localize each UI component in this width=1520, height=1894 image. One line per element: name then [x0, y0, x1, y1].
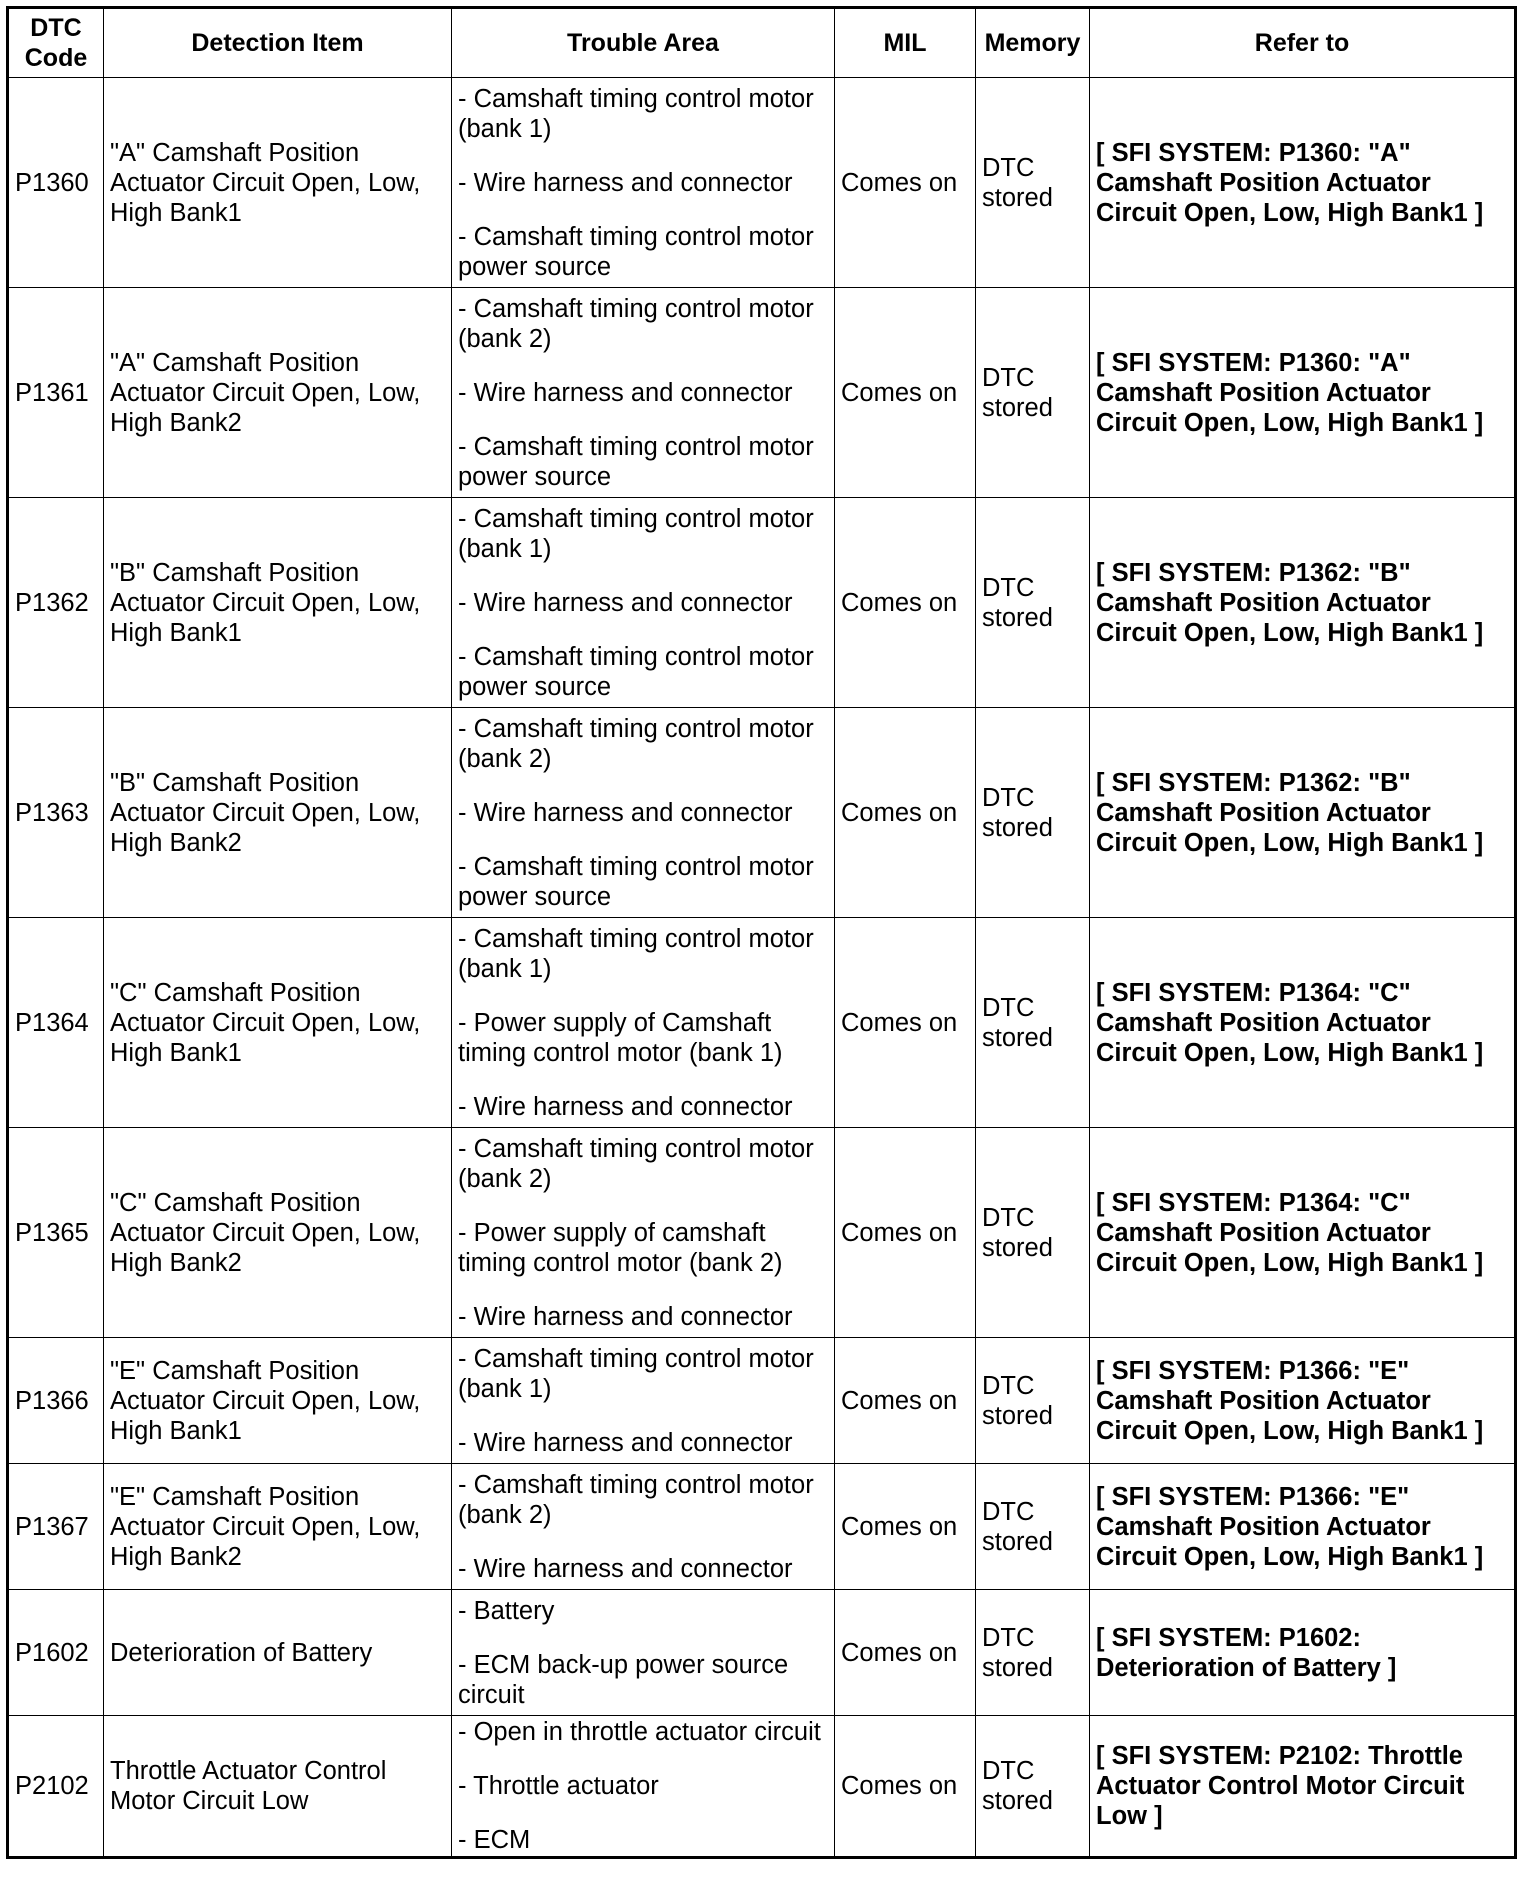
trouble-item: - Camshaft timing control motor power source: [458, 432, 814, 491]
dtc-code-cell: P1364: [8, 918, 104, 1128]
detection-item-cell: "E" Camshaft Position Actuator Circuit Open, Low, High Bank1: [104, 1338, 452, 1464]
trouble-item: - Camshaft timing control motor (bank 2): [458, 1470, 814, 1529]
memory-cell: DTC stored: [976, 708, 1090, 918]
trouble-item: - Wire harness and connector: [458, 1092, 793, 1121]
mil-cell: Comes on: [835, 1338, 976, 1464]
mil-cell: Comes on: [835, 1590, 976, 1716]
memory-cell: DTC stored: [976, 1716, 1090, 1858]
table-header: [8, 8, 1516, 78]
trouble-item: - ECM: [458, 1826, 531, 1854]
detection-item-cell: Throttle Actuator Control Motor Circuit Low: [104, 1716, 452, 1858]
trouble-item: - Open in throttle actuator circuit: [458, 1718, 821, 1746]
detection-item-cell: "C" Camshaft Position Actuator Circuit Open, Low, High Bank1: [104, 918, 452, 1128]
header-dtc-code: DTC Code: [8, 8, 104, 78]
memory-cell: DTC stored: [976, 1128, 1090, 1338]
memory-cell: DTC stored: [976, 498, 1090, 708]
refer-to-cell: [ SFI SYSTEM: P1360: "A" Camshaft Position Actuator Circuit Open, Low, High Bank1 ]: [1090, 78, 1516, 288]
trouble-item: - Power supply of camshaft timing control motor (bank 2): [458, 1218, 783, 1277]
memory-cell: DTC stored: [976, 1338, 1090, 1464]
trouble-item: - Wire harness and connector: [458, 378, 793, 407]
detection-item-cell: "B" Camshaft Position Actuator Circuit Open, Low, High Bank1: [104, 498, 452, 708]
header-memory: Memory: [976, 8, 1090, 78]
trouble-item: - Wire harness and connector: [458, 588, 793, 617]
table-row: [8, 498, 1516, 708]
memory-cell: DTC stored: [976, 918, 1090, 1128]
detection-item-cell: "B" Camshaft Position Actuator Circuit Open, Low, High Bank2: [104, 708, 452, 918]
trouble-item: - Wire harness and connector: [458, 1554, 793, 1583]
detection-item-cell: "E" Camshaft Position Actuator Circuit Open, Low, High Bank2: [104, 1464, 452, 1590]
table-body: [8, 78, 1516, 1858]
refer-to-cell: [ SFI SYSTEM: P1364: "C" Camshaft Position Actuator Circuit Open, Low, High Bank1 ]: [1090, 1128, 1516, 1338]
mil-cell: Comes on: [835, 708, 976, 918]
trouble-area-cell: [452, 498, 835, 708]
trouble-item: - Camshaft timing control motor (bank 1): [458, 84, 814, 143]
dtc-code-cell: P2102: [8, 1716, 104, 1858]
table-row: [8, 78, 1516, 288]
trouble-item: - Wire harness and connector: [458, 1302, 793, 1331]
table-row: [8, 1716, 1516, 1858]
dtc-code-cell: P1602: [8, 1590, 104, 1716]
dtc-code-cell: P1365: [8, 1128, 104, 1338]
dtc-code-cell: P1361: [8, 288, 104, 498]
trouble-area-cell: [452, 708, 835, 918]
memory-cell: DTC stored: [976, 78, 1090, 288]
memory-cell: DTC stored: [976, 1590, 1090, 1716]
trouble-area-cell: [452, 1464, 835, 1590]
mil-cell: Comes on: [835, 288, 976, 498]
dtc-code-cell: P1360: [8, 78, 104, 288]
trouble-area-cell: [452, 1716, 835, 1858]
header-row: [8, 8, 1516, 78]
trouble-area-cell: [452, 1590, 835, 1716]
trouble-area-cell: [452, 288, 835, 498]
dtc-code-cell: P1363: [8, 708, 104, 918]
trouble-item: - Camshaft timing control motor (bank 2): [458, 714, 814, 773]
table-row: [8, 1338, 1516, 1464]
table-row: [8, 1590, 1516, 1716]
table-row: [8, 708, 1516, 918]
detection-item-cell: "C" Camshaft Position Actuator Circuit Open, Low, High Bank2: [104, 1128, 452, 1338]
trouble-item: - Camshaft timing control motor power source: [458, 222, 814, 281]
trouble-item: - Wire harness and connector: [458, 798, 793, 827]
detection-item-cell: "A" Camshaft Position Actuator Circuit Open, Low, High Bank2: [104, 288, 452, 498]
trouble-item: - Camshaft timing control motor power source: [458, 852, 814, 911]
mil-cell: Comes on: [835, 78, 976, 288]
mil-cell: Comes on: [835, 1128, 976, 1338]
refer-to-cell: [ SFI SYSTEM: P1366: "E" Camshaft Position Actuator Circuit Open, Low, High Bank1 ]: [1090, 1464, 1516, 1590]
header-mil: MIL: [835, 8, 976, 78]
trouble-item: - Power supply of Camshaft timing control motor (bank 1): [458, 1008, 783, 1067]
trouble-item: - Camshaft timing control motor (bank 1): [458, 1344, 814, 1403]
refer-to-cell: [ SFI SYSTEM: P1602: Deterioration of Battery ]: [1090, 1590, 1516, 1716]
dtc-code-cell: P1366: [8, 1338, 104, 1464]
table-row: [8, 1128, 1516, 1338]
refer-to-cell: [ SFI SYSTEM: P1362: "B" Camshaft Position Actuator Circuit Open, Low, High Bank1 ]: [1090, 708, 1516, 918]
mil-cell: Comes on: [835, 1464, 976, 1590]
refer-to-cell: [ SFI SYSTEM: P1364: "C" Camshaft Position Actuator Circuit Open, Low, High Bank1 ]: [1090, 918, 1516, 1128]
header-trouble-area: Trouble Area: [452, 8, 835, 78]
dtc-code-cell: P1367: [8, 1464, 104, 1590]
refer-to-cell: [ SFI SYSTEM: P2102: Throttle Actuator Control Motor Circuit Low ]: [1090, 1716, 1516, 1858]
trouble-item: - Camshaft timing control motor (bank 2): [458, 1134, 814, 1193]
refer-to-cell: [ SFI SYSTEM: P1360: "A" Camshaft Position Actuator Circuit Open, Low, High Bank1 ]: [1090, 288, 1516, 498]
memory-cell: DTC stored: [976, 288, 1090, 498]
table-row: [8, 918, 1516, 1128]
table-row: [8, 288, 1516, 498]
dtc-table: [6, 6, 1517, 1859]
table-row: [8, 1464, 1516, 1590]
memory-cell: DTC stored: [976, 1464, 1090, 1590]
trouble-item: - Camshaft timing control motor (bank 2): [458, 294, 814, 353]
mil-cell: Comes on: [835, 498, 976, 708]
mil-cell: Comes on: [835, 918, 976, 1128]
trouble-area-cell: [452, 1128, 835, 1338]
trouble-item: - Throttle actuator: [458, 1772, 659, 1800]
trouble-item: - Wire harness and connector: [458, 168, 793, 197]
trouble-item: - ECM back-up power source circuit: [458, 1650, 789, 1709]
dtc-code-cell: P1362: [8, 498, 104, 708]
trouble-area-cell: [452, 78, 835, 288]
detection-item-cell: "A" Camshaft Position Actuator Circuit Open, Low, High Bank1: [104, 78, 452, 288]
trouble-area-cell: [452, 1338, 835, 1464]
trouble-item: - Camshaft timing control motor power source: [458, 642, 814, 701]
detection-item-cell: Deterioration of Battery: [104, 1590, 452, 1716]
trouble-item: - Wire harness and connector: [458, 1428, 793, 1457]
refer-to-cell: [ SFI SYSTEM: P1362: "B" Camshaft Position Actuator Circuit Open, Low, High Bank1 ]: [1090, 498, 1516, 708]
refer-to-cell: [ SFI SYSTEM: P1366: "E" Camshaft Position Actuator Circuit Open, Low, High Bank1 ]: [1090, 1338, 1516, 1464]
mil-cell: Comes on: [835, 1716, 976, 1858]
trouble-item: - Camshaft timing control motor (bank 1): [458, 504, 814, 563]
trouble-item: - Battery: [458, 1596, 555, 1625]
trouble-area-cell: [452, 918, 835, 1128]
header-refer-to: Refer to: [1090, 8, 1516, 78]
trouble-item: - Camshaft timing control motor (bank 1): [458, 924, 814, 983]
header-detection-item: Detection Item: [104, 8, 452, 78]
